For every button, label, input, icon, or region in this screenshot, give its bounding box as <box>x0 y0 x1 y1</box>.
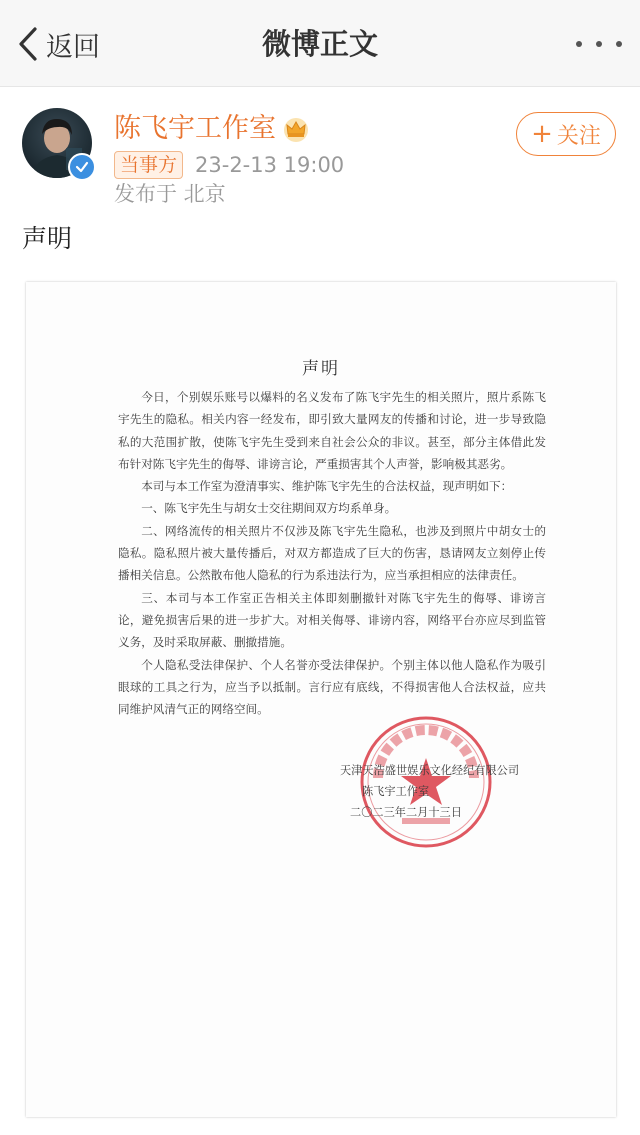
signature-date: 二〇二三年二月十三日 <box>350 806 462 819</box>
signature-company: 天津天浩盛世娱乐文化经纪有限公司 <box>340 764 520 777</box>
page-title: 微博正文 <box>261 27 378 61</box>
document-title: 声明 <box>302 359 340 379</box>
document-paragraph: 本司与本工作室为澄清事实、维护陈飞宇先生的合法权益，现声明如下： <box>141 479 513 494</box>
verified-badge-icon <box>68 153 96 181</box>
top-nav-bar <box>0 0 640 87</box>
post-location: 发布于 北京 <box>114 182 226 206</box>
follow-label: 关注 <box>556 123 601 149</box>
crown-icon <box>282 116 310 142</box>
role-tag: 当事方 <box>114 151 183 179</box>
more-dots-icon[interactable] <box>576 30 622 58</box>
document-signature <box>340 760 519 823</box>
plus-icon: + <box>531 119 553 149</box>
post-text: 声明 <box>22 224 73 253</box>
document-paragraph: 一、陈飞宇先生与胡女士交往期间双方均系单身。 <box>141 501 397 516</box>
document-paragraph: 三、本司与本工作室正告相关主体即刻删撤针对陈飞宇先生的侮辱、诽谤言论，避免损害后果的进一步扩大。对相关侮辱、诽谤内容，网络平台亦应尽到监管义务，及时采取屏蔽、删撤措施。 <box>118 590 546 650</box>
document-paragraph: 个人隐私受法律保护、个人名誉亦受法律保护。个别主体以他人隐私作为吸引眼球的工具之行为，应当予以抵制。言行应有底线，不得损害他人合法权益，应共同维护风清气正的网络空间。 <box>118 657 546 717</box>
statement-image[interactable] <box>26 282 616 1117</box>
follow-button[interactable] <box>516 112 616 156</box>
document-paragraph: 二、网络流传的相关照片不仅涉及陈飞宇先生隐私，也涉及到照片中胡女士的隐私。隐私照片被大量传播后，对双方都造成了巨大的伤害，恳请网友立刻停止传播相关信息。公然散布他人隐私的行为系违法行为，应当承担相应的法律责任。 <box>118 523 546 583</box>
post-meta <box>114 151 344 179</box>
username-link[interactable] <box>114 112 310 146</box>
signature-studio: 陈飞宇工作室 <box>362 785 430 798</box>
username: 陈飞宇工作室 <box>114 113 276 144</box>
document-body <box>118 386 546 720</box>
back-label: 返回 <box>46 31 100 63</box>
post-time: 23-2-13 19:00 <box>195 153 345 177</box>
document-paragraph: 今日，个别娱乐账号以爆料的名义发布了陈飞宇先生的相关照片，照片系陈飞宇先生的隐私。相关内容一经发布，即引致大量网友的传播和讨论，进一步导致隐私的大范围扩散，使陈飞宇先生受到来自社会公众的非议。甚至，部分主体借此发布针对陈飞宇先生的侮辱、诽谤言论，严重损害其个人声誉，影响极其恶劣。 <box>118 390 546 471</box>
